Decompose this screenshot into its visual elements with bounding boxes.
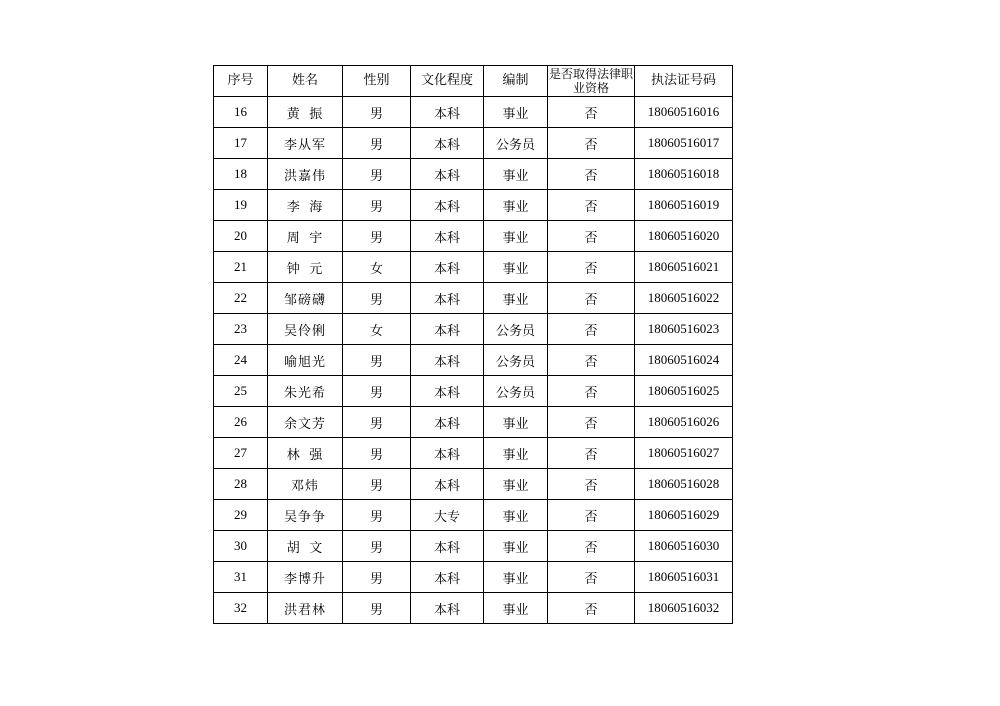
header-serial: 序号 [214, 66, 268, 97]
cell-legal-qualification: 否 [548, 407, 635, 438]
cell-serial: 30 [214, 531, 268, 562]
cell-legal-qualification: 否 [548, 562, 635, 593]
table-row [214, 407, 733, 438]
cell-name: 吴伶俐 [268, 314, 343, 345]
cell-gender: 男 [343, 593, 411, 624]
cell-gender: 男 [343, 469, 411, 500]
cell-name: 李从军 [268, 128, 343, 159]
cell-gender: 男 [343, 500, 411, 531]
cell-staffing: 事业 [484, 190, 548, 221]
cell-legal-qualification: 否 [548, 438, 635, 469]
cell-license-number: 18060516025 [635, 376, 733, 407]
table-row [214, 469, 733, 500]
cell-gender: 男 [343, 407, 411, 438]
table-row [214, 593, 733, 624]
cell-staffing: 事业 [484, 221, 548, 252]
cell-education: 本科 [411, 128, 484, 159]
cell-gender: 男 [343, 531, 411, 562]
cell-staffing: 事业 [484, 159, 548, 190]
cell-legal-qualification: 否 [548, 159, 635, 190]
cell-name: 喻旭光 [268, 345, 343, 376]
cell-gender: 男 [343, 376, 411, 407]
cell-serial: 20 [214, 221, 268, 252]
cell-serial: 28 [214, 469, 268, 500]
cell-staffing: 公务员 [484, 314, 548, 345]
cell-gender: 男 [343, 438, 411, 469]
cell-education: 本科 [411, 314, 484, 345]
table-row [214, 438, 733, 469]
cell-education: 本科 [411, 190, 484, 221]
cell-education: 本科 [411, 562, 484, 593]
cell-legal-qualification: 否 [548, 252, 635, 283]
cell-name: 李博升 [268, 562, 343, 593]
cell-education: 本科 [411, 407, 484, 438]
cell-license-number: 18060516020 [635, 221, 733, 252]
cell-education: 本科 [411, 345, 484, 376]
cell-name: 余文芳 [268, 407, 343, 438]
header-license-number: 执法证号码 [635, 66, 733, 97]
header-row [214, 66, 733, 97]
cell-license-number: 18060516018 [635, 159, 733, 190]
cell-license-number: 18060516023 [635, 314, 733, 345]
cell-license-number: 18060516022 [635, 283, 733, 314]
cell-license-number: 18060516024 [635, 345, 733, 376]
cell-legal-qualification: 否 [548, 221, 635, 252]
cell-serial: 18 [214, 159, 268, 190]
header-education: 文化程度 [411, 66, 484, 97]
cell-education: 本科 [411, 252, 484, 283]
cell-name: 邓炜 [268, 469, 343, 500]
table-row [214, 128, 733, 159]
cell-staffing: 事业 [484, 500, 548, 531]
cell-serial: 22 [214, 283, 268, 314]
cell-serial: 32 [214, 593, 268, 624]
header-gender: 性别 [343, 66, 411, 97]
header-name: 姓名 [268, 66, 343, 97]
cell-name: 黄 振 [268, 97, 343, 128]
cell-staffing: 事业 [484, 593, 548, 624]
cell-license-number: 18060516017 [635, 128, 733, 159]
cell-gender: 男 [343, 283, 411, 314]
cell-staffing: 事业 [484, 407, 548, 438]
personnel-table [213, 65, 733, 624]
cell-gender: 男 [343, 159, 411, 190]
cell-education: 本科 [411, 438, 484, 469]
cell-serial: 21 [214, 252, 268, 283]
cell-serial: 19 [214, 190, 268, 221]
cell-name: 钟 元 [268, 252, 343, 283]
cell-staffing: 公务员 [484, 376, 548, 407]
table-row [214, 159, 733, 190]
cell-legal-qualification: 否 [548, 314, 635, 345]
cell-name: 朱光希 [268, 376, 343, 407]
cell-name: 林 强 [268, 438, 343, 469]
cell-staffing: 事业 [484, 531, 548, 562]
cell-gender: 男 [343, 128, 411, 159]
cell-education: 本科 [411, 97, 484, 128]
cell-serial: 17 [214, 128, 268, 159]
cell-serial: 26 [214, 407, 268, 438]
cell-education: 本科 [411, 159, 484, 190]
cell-legal-qualification: 否 [548, 97, 635, 128]
cell-license-number: 18060516026 [635, 407, 733, 438]
cell-serial: 16 [214, 97, 268, 128]
cell-license-number: 18060516032 [635, 593, 733, 624]
cell-staffing: 公务员 [484, 345, 548, 376]
cell-license-number: 18060516027 [635, 438, 733, 469]
cell-gender: 男 [343, 190, 411, 221]
cell-name: 邹磅礴 [268, 283, 343, 314]
cell-license-number: 18060516028 [635, 469, 733, 500]
table-row [214, 500, 733, 531]
cell-serial: 27 [214, 438, 268, 469]
cell-serial: 25 [214, 376, 268, 407]
cell-education: 本科 [411, 531, 484, 562]
cell-staffing: 事业 [484, 438, 548, 469]
cell-staffing: 事业 [484, 469, 548, 500]
cell-gender: 男 [343, 221, 411, 252]
header-staffing: 编制 [484, 66, 548, 97]
cell-legal-qualification: 否 [548, 128, 635, 159]
cell-education: 大专 [411, 500, 484, 531]
cell-legal-qualification: 否 [548, 345, 635, 376]
cell-legal-qualification: 否 [548, 469, 635, 500]
cell-education: 本科 [411, 469, 484, 500]
cell-staffing: 事业 [484, 562, 548, 593]
cell-gender: 女 [343, 252, 411, 283]
cell-legal-qualification: 否 [548, 283, 635, 314]
table-row [214, 252, 733, 283]
cell-education: 本科 [411, 376, 484, 407]
table-row [214, 376, 733, 407]
cell-name: 洪君林 [268, 593, 343, 624]
table-row [214, 283, 733, 314]
cell-staffing: 事业 [484, 252, 548, 283]
cell-serial: 31 [214, 562, 268, 593]
cell-gender: 男 [343, 97, 411, 128]
table-row [214, 97, 733, 128]
cell-gender: 女 [343, 314, 411, 345]
cell-serial: 23 [214, 314, 268, 345]
cell-legal-qualification: 否 [548, 190, 635, 221]
cell-name: 吴争争 [268, 500, 343, 531]
cell-license-number: 18060516030 [635, 531, 733, 562]
cell-staffing: 事业 [484, 283, 548, 314]
cell-education: 本科 [411, 283, 484, 314]
table-row [214, 190, 733, 221]
table-row [214, 562, 733, 593]
table-row [214, 345, 733, 376]
cell-legal-qualification: 否 [548, 500, 635, 531]
cell-license-number: 18060516021 [635, 252, 733, 283]
cell-name: 胡 文 [268, 531, 343, 562]
cell-staffing: 事业 [484, 97, 548, 128]
table-row [214, 314, 733, 345]
header-legal-qualification: 是否取得法律职业资格 [548, 67, 633, 95]
cell-license-number: 18060516016 [635, 97, 733, 128]
cell-serial: 24 [214, 345, 268, 376]
cell-gender: 男 [343, 562, 411, 593]
table-row [214, 531, 733, 562]
cell-license-number: 18060516019 [635, 190, 733, 221]
cell-name: 李 海 [268, 190, 343, 221]
cell-license-number: 18060516031 [635, 562, 733, 593]
cell-name: 周 宇 [268, 221, 343, 252]
cell-serial: 29 [214, 500, 268, 531]
cell-gender: 男 [343, 345, 411, 376]
cell-staffing: 公务员 [484, 128, 548, 159]
table-row [214, 221, 733, 252]
cell-legal-qualification: 否 [548, 593, 635, 624]
cell-education: 本科 [411, 221, 484, 252]
cell-license-number: 18060516029 [635, 500, 733, 531]
cell-name: 洪嘉伟 [268, 159, 343, 190]
cell-education: 本科 [411, 593, 484, 624]
cell-legal-qualification: 否 [548, 376, 635, 407]
cell-legal-qualification: 否 [548, 531, 635, 562]
